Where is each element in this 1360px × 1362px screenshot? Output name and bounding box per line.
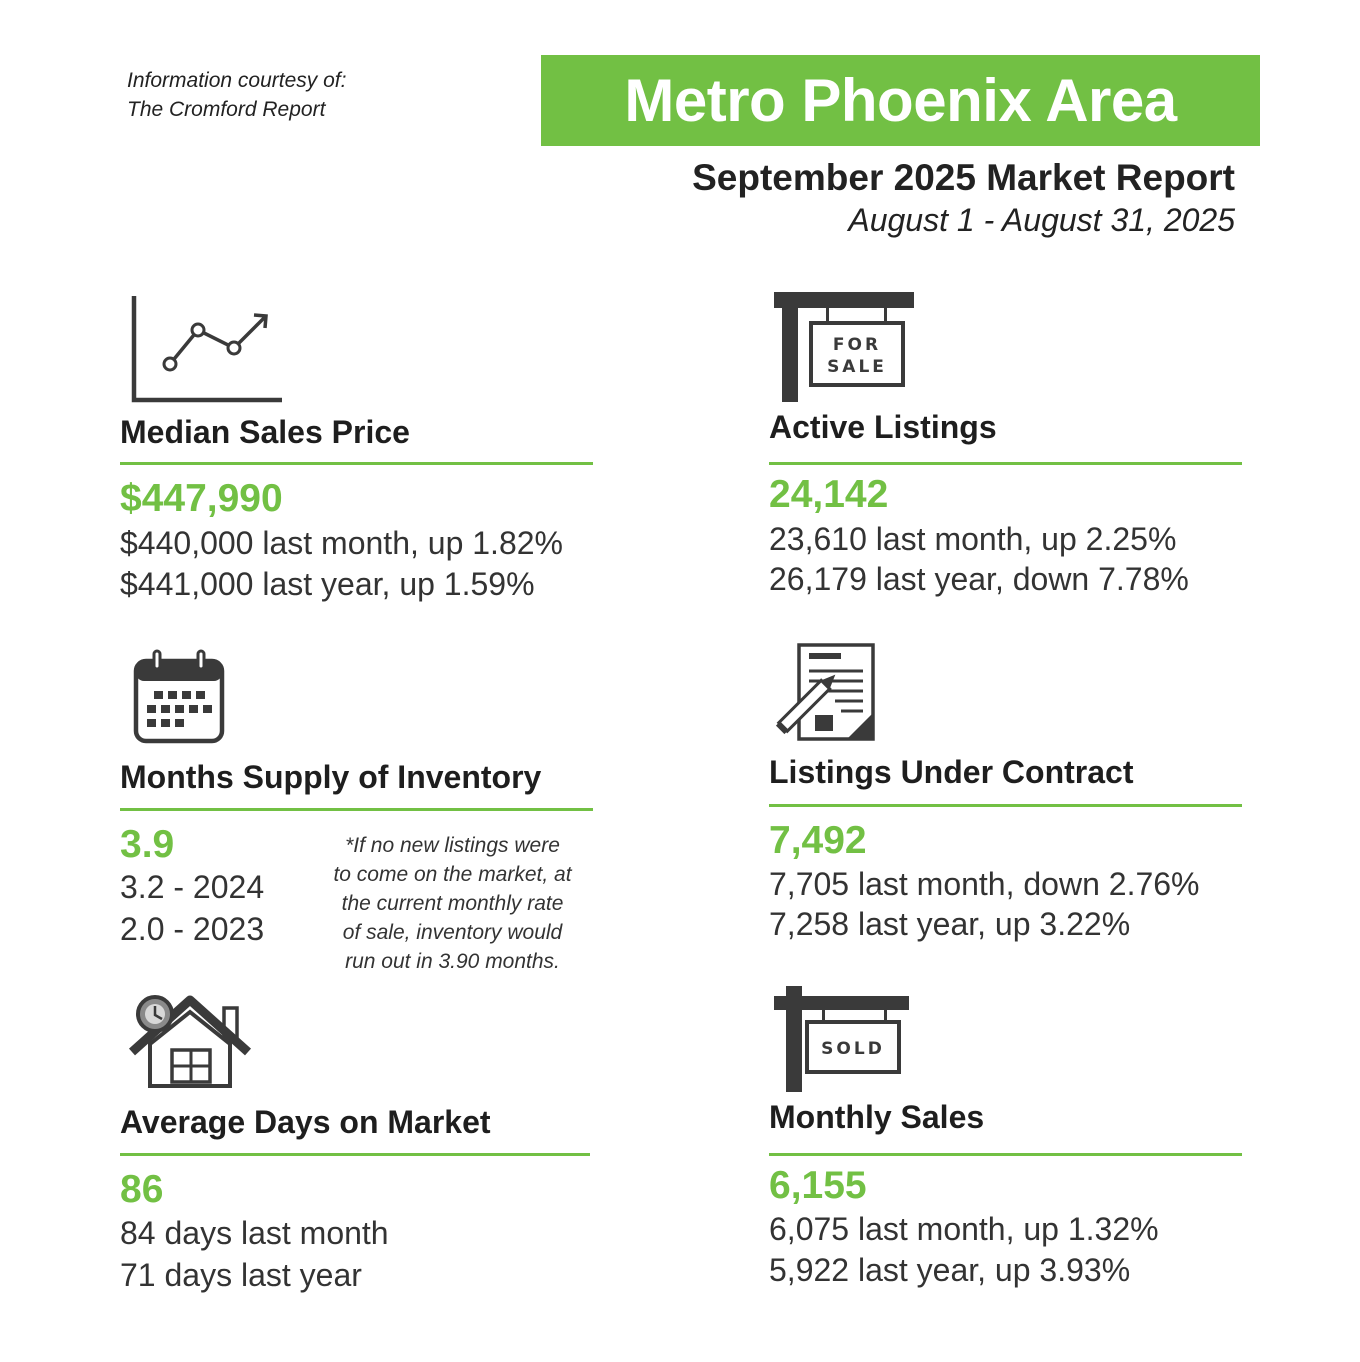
for-sale-sign-line2: SALE bbox=[827, 357, 887, 377]
note-line: to come on the market, at bbox=[333, 863, 572, 886]
note-line: of sale, inventory would bbox=[342, 921, 563, 944]
contract-pen-icon bbox=[775, 643, 877, 743]
under-contract-rule bbox=[769, 804, 1242, 807]
months-supply-2024: 3.2 - 2024 bbox=[120, 869, 265, 905]
active-listings-value: 24,142 bbox=[769, 473, 889, 516]
days-on-market-last-year: 71 days last year bbox=[120, 1257, 362, 1293]
note-line: *If no new listings were bbox=[345, 834, 560, 857]
under-contract-last-year: 7,258 last year, up 3.22% bbox=[769, 906, 1131, 942]
monthly-sales-last-year: 5,922 last year, up 3.93% bbox=[769, 1252, 1131, 1288]
under-contract-value: 7,492 bbox=[769, 819, 867, 862]
credit-line-2: The Cromford Report bbox=[127, 98, 326, 121]
days-on-market-value: 86 bbox=[120, 1168, 164, 1211]
active-listings-last-year: 26,179 last year, down 7.78% bbox=[769, 561, 1189, 597]
under-contract-last-month: 7,705 last month, down 2.76% bbox=[769, 866, 1200, 902]
note-line: the current monthly rate bbox=[341, 892, 564, 915]
page-title: Metro Phoenix Area bbox=[624, 67, 1177, 134]
house-clock-icon bbox=[128, 994, 253, 1096]
days-on-market-title: Average Days on Market bbox=[120, 1104, 491, 1140]
active-listings-title: Active Listings bbox=[769, 409, 997, 445]
active-listings-last-month: 23,610 last month, up 2.25% bbox=[769, 521, 1177, 557]
median-price-title: Median Sales Price bbox=[120, 414, 410, 450]
median-price-rule bbox=[120, 462, 593, 465]
active-listings-rule bbox=[769, 462, 1242, 465]
for-sale-sign-line1: FOR bbox=[832, 335, 882, 355]
for-sale-sign-icon bbox=[774, 292, 919, 404]
date-range: August 1 - August 31, 2025 bbox=[848, 202, 1235, 238]
sold-sign-text: SOLD bbox=[821, 1039, 885, 1059]
monthly-sales-value: 6,155 bbox=[769, 1164, 867, 1207]
months-supply-title: Months Supply of Inventory bbox=[120, 759, 542, 795]
calendar-icon bbox=[134, 647, 226, 745]
monthly-sales-title: Monthly Sales bbox=[769, 1099, 985, 1135]
months-supply-value: 3.9 bbox=[120, 823, 175, 866]
days-on-market-rule bbox=[120, 1153, 590, 1156]
note-line: run out in 3.90 months. bbox=[345, 950, 560, 973]
under-contract-title: Listings Under Contract bbox=[769, 754, 1134, 790]
line-chart-icon bbox=[128, 292, 288, 407]
months-supply-2023: 2.0 - 2023 bbox=[120, 911, 265, 947]
sold-sign-icon bbox=[774, 986, 919, 1094]
months-supply-rule bbox=[120, 808, 593, 811]
median-price-value: $447,990 bbox=[120, 477, 283, 520]
median-price-last-month: $440,000 last month, up 1.82% bbox=[120, 525, 563, 561]
report-subtitle: September 2025 Market Report bbox=[692, 157, 1235, 198]
monthly-sales-last-month: 6,075 last month, up 1.32% bbox=[769, 1211, 1159, 1247]
monthly-sales-rule bbox=[769, 1153, 1242, 1156]
months-supply-note bbox=[300, 831, 605, 976]
credit-line-1: Information courtesy of: bbox=[127, 69, 347, 92]
credit bbox=[127, 66, 346, 124]
median-price-last-year: $441,000 last year, up 1.59% bbox=[120, 566, 535, 602]
days-on-market-last-month: 84 days last month bbox=[120, 1215, 389, 1251]
